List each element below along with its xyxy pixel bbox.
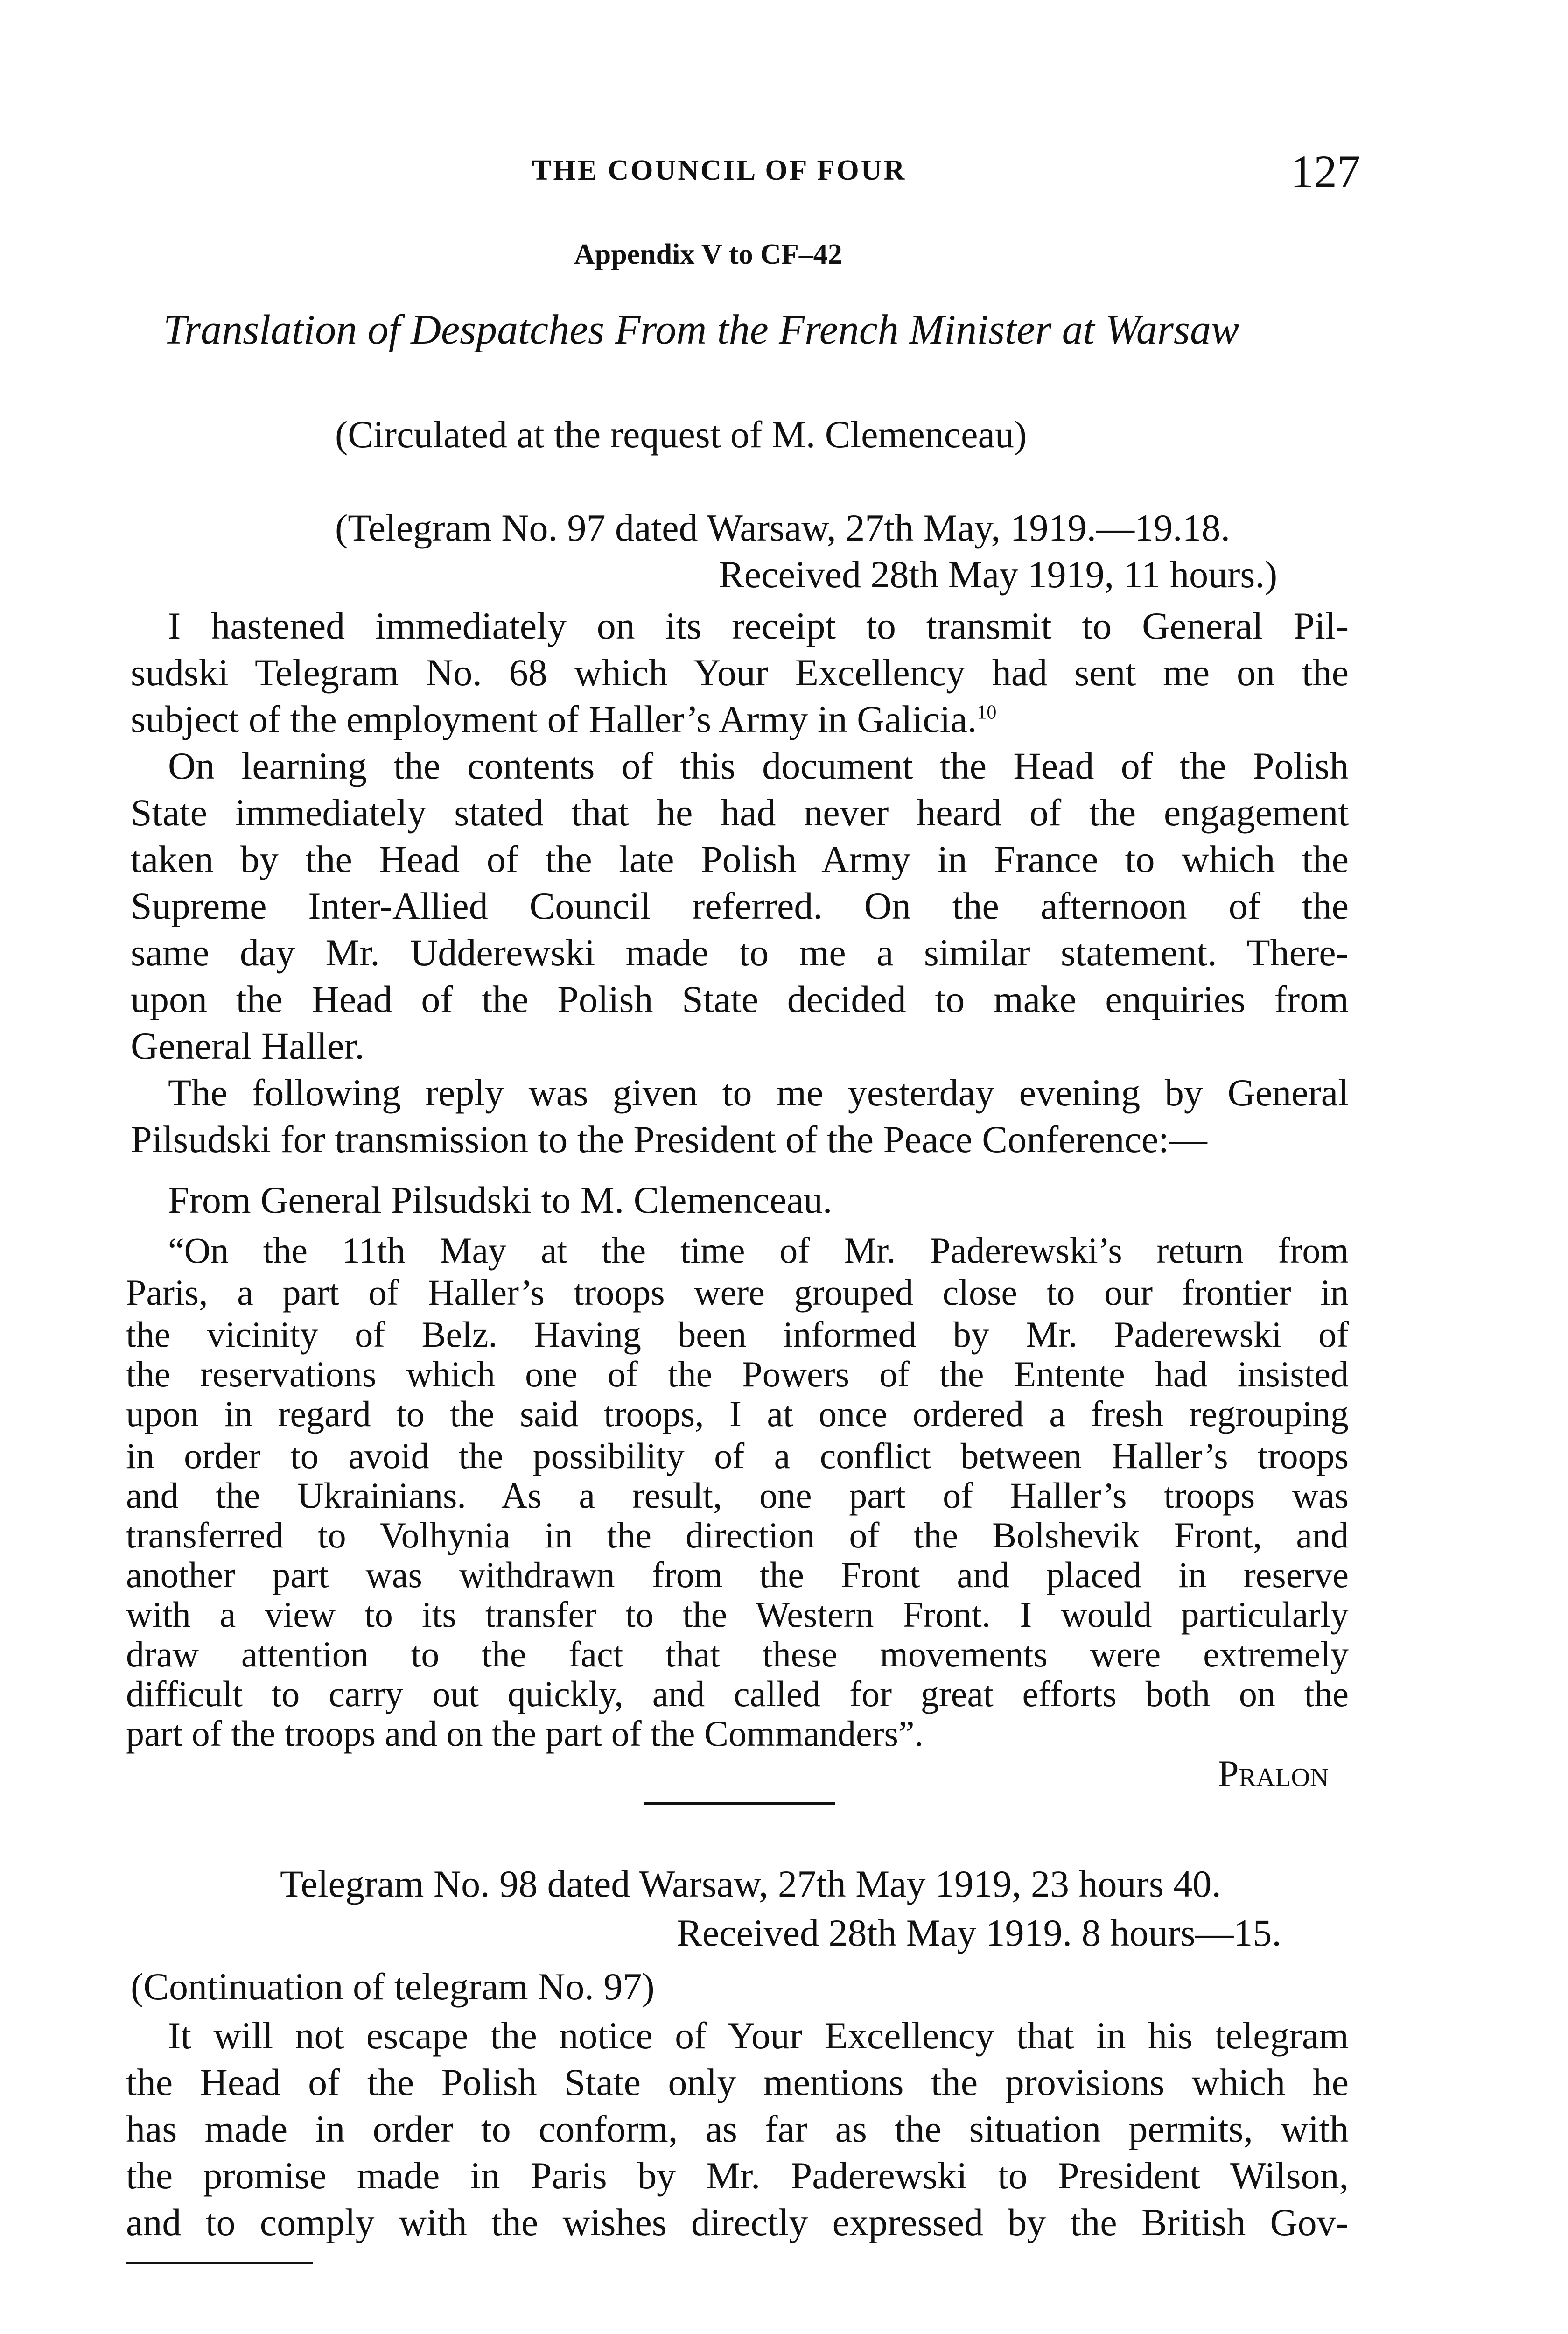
quote-line: in order to avoid the possibility of a conflict between Haller’s troops xyxy=(126,1435,1349,1476)
paragraph-line: Pilsudski for transmission to the President of the Peace Conference:— xyxy=(131,1118,1207,1160)
quote-intro: From General Pilsudski to M. Clemenceau. xyxy=(168,1179,833,1221)
paragraph-line: It will not escape the notice of Your Excellency that in his telegram xyxy=(168,2014,1349,2057)
paragraph-line: sudski Telegram No. 68 which Your Excellency had sent me on the xyxy=(131,651,1349,694)
quote-line: the reservations which one of the Powers of the Entente had insisted xyxy=(126,1354,1349,1394)
signature: Pralon xyxy=(1218,1753,1329,1794)
paragraph-line: General Haller. xyxy=(131,1025,364,1067)
quote-line: “On the 11th May at the time of Mr. Paderewski’s return from xyxy=(168,1230,1349,1271)
paragraph-line: same day Mr. Udderewski made to me a similar statement. There- xyxy=(131,931,1349,974)
paragraph-line: the Head of the Polish State only mentions the provisions which he xyxy=(126,2061,1349,2103)
running-title: THE COUNCIL OF FOUR xyxy=(532,155,907,186)
quote-line: Paris, a part of Haller’s troops were grouped close to our frontier in xyxy=(126,1272,1349,1313)
document-title: Translation of Despatches From the French Minister at Warsaw xyxy=(163,307,1239,353)
circulation-note: (Circulated at the request of M. Clemenceau) xyxy=(335,413,1027,456)
paragraph-line: and to comply with the wishes directly expressed by the British Gov- xyxy=(126,2201,1349,2243)
quote-line: part of the troops and on the part of the Commanders”. xyxy=(126,1713,924,1754)
section-divider xyxy=(644,1802,835,1805)
quote-line: another part was withdrawn from the Front and placed in reserve xyxy=(126,1554,1349,1595)
quote-line: the vicinity of Belz. Having been informed by Mr. Paderewski of xyxy=(126,1314,1349,1355)
footnote-separator xyxy=(126,2262,313,2264)
quote-line: transferred to Volhynia in the direction of the Bolshevik Front, and xyxy=(126,1515,1349,1555)
paragraph-line: Supreme Inter-Allied Council referred. On the afternoon of the xyxy=(131,885,1349,927)
footnote-reference: 10 xyxy=(977,702,997,724)
quote-line: draw attention to the fact that these movements were extremely xyxy=(126,1634,1349,1674)
quote-line: upon in regard to the said troops, I at once ordered a fresh regrouping xyxy=(126,1393,1349,1434)
paragraph-line: the promise made in Paris by Mr. Paderewski to President Wilson, xyxy=(126,2154,1349,2197)
paragraph-line: On learning the contents of this document the Head of the Polish xyxy=(168,745,1349,787)
appendix-label: Appendix V to CF–42 xyxy=(574,239,842,270)
page-number: 127 xyxy=(1290,146,1360,197)
paragraph-text: subject of the employment of Haller’s Army in Galicia. xyxy=(131,698,977,740)
telegram-header-line: (Telegram No. 97 dated Warsaw, 27th May, 1919.—19.18. xyxy=(335,506,1231,549)
telegram-header-line: Telegram No. 98 dated Warsaw, 27th May 1919, 23 hours 40. xyxy=(280,1863,1221,1905)
paragraph-line: State immediately stated that he had never heard of the engagement xyxy=(131,791,1349,834)
paragraph-line: taken by the Head of the late Polish Army in France to which the xyxy=(131,838,1349,880)
quote-line: and the Ukrainians. As a result, one part of Haller’s troops was xyxy=(126,1475,1349,1516)
paragraph-line: The following reply was given to me yesterday evening by General xyxy=(168,1071,1349,1114)
telegram-received-line: Received 28th May 1919. 8 hours—15. xyxy=(677,1912,1281,1954)
continuation-note: (Continuation of telegram No. 97) xyxy=(131,1965,655,2008)
telegram-received-line: Received 28th May 1919, 11 hours.) xyxy=(719,553,1278,596)
paragraph-line: has made in order to conform, as far as the situation permits, with xyxy=(126,2108,1349,2150)
quote-line: difficult to carry out quickly, and called for great efforts both on the xyxy=(126,1673,1349,1714)
paragraph-line xyxy=(131,700,996,738)
paragraph-line: upon the Head of the Polish State decided to make enquiries from xyxy=(131,978,1349,1020)
quote-line: with a view to its transfer to the Western Front. I would particularly xyxy=(126,1594,1349,1635)
paragraph-line: I hastened immediately on its receipt to transmit to General Pil- xyxy=(168,605,1349,647)
